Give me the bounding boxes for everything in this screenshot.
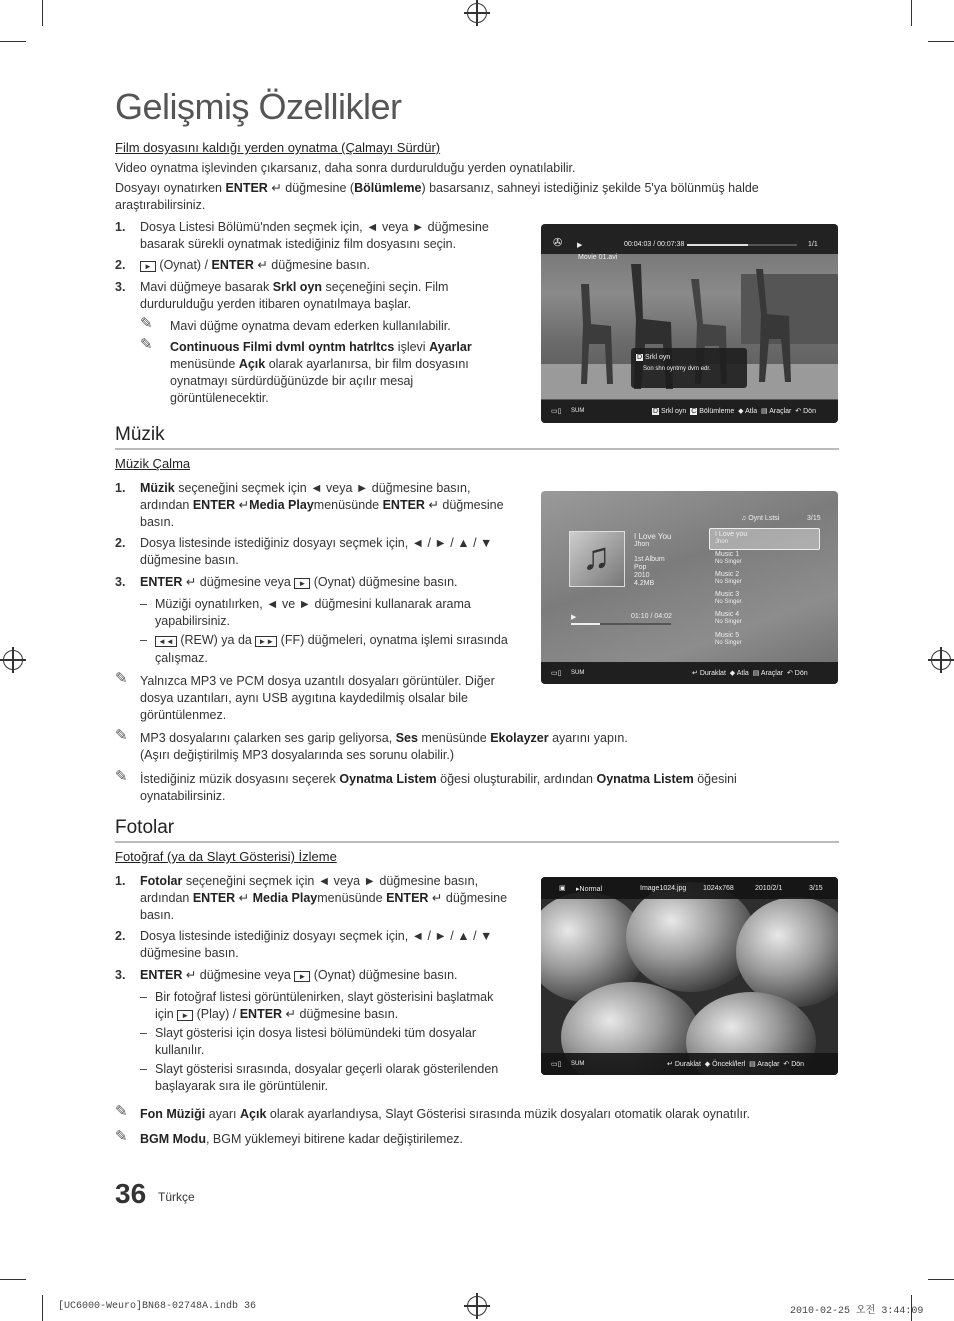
enter-icon: ↵ [182, 575, 197, 589]
dash: – [140, 597, 147, 611]
control-label: Duraklat [674, 1061, 701, 1068]
control-label: Bölümleme [699, 408, 735, 415]
photos-dash1 [155, 989, 510, 1024]
text: (Oynat) düğmesine basın. [310, 575, 458, 589]
usb-icon: ▭▯ [551, 1061, 562, 1068]
music-heading: Müzik [115, 424, 165, 445]
text: menüsünde [317, 891, 387, 905]
photo-icon: ▣ [559, 885, 566, 892]
dash: – [140, 1026, 147, 1040]
blue-button-icon: D [637, 354, 643, 361]
text: düğmesine basın. [296, 1007, 399, 1021]
play-icon: ▶ [571, 614, 577, 621]
music-step3 [140, 574, 510, 592]
enter-label: ENTER [382, 498, 425, 512]
text: işlevi [394, 340, 430, 354]
enter-label: ENTER [386, 891, 429, 905]
text: olarak ayarlandıysa, Slayt Gösterisi sırasında müzik dosyaları otomatik olarak oynatılır. [266, 1107, 750, 1121]
enter-label: ENTER [192, 891, 236, 905]
crop-mark [42, 0, 43, 26]
text: öğesini [693, 772, 737, 786]
playlist-item-title[interactable]: I Love you [715, 531, 748, 538]
progress-bar [571, 623, 671, 625]
text: Bir fotoğraf listesi görüntülenirken, slayt gösterisini başlatmak için [155, 990, 494, 1021]
song-genre: Pop [634, 564, 647, 571]
page-language: Türkçe [158, 1190, 195, 1204]
step-number: 1. [115, 874, 126, 888]
progress-bar [687, 244, 797, 246]
video-count: 1/1 [808, 241, 818, 248]
resume-step3 [140, 279, 515, 313]
return-icon: ↶ [786, 670, 793, 677]
control-label: Dön [791, 1061, 805, 1068]
play-icon: ► [140, 261, 156, 272]
text: düğmesine basın. [140, 498, 504, 529]
usb-icon: ▭▯ [551, 408, 562, 415]
enter-icon: ↵ [667, 1061, 673, 1068]
registration-mark-icon [931, 650, 951, 670]
left-right-icon: ◆ [738, 408, 744, 415]
text: Continuous Filmi dvml oyntm hatrltcs [170, 340, 395, 354]
resume-note1: Mavi düğme oynatma devam ederken kullanılabilir. [170, 319, 451, 333]
sum-label: SUM [571, 408, 585, 414]
song-album: 1st Album [634, 556, 665, 563]
text: Açık [238, 357, 266, 371]
text: (Oynat) düğmesine basın. [310, 968, 458, 982]
enter-label: ENTER [239, 1007, 283, 1021]
text: Ayarlar [429, 340, 472, 354]
section-divider [115, 841, 839, 843]
resume-popup [631, 348, 747, 388]
text: Dosyayı oynatırken [115, 181, 226, 195]
registration-mark-icon [3, 650, 23, 670]
music-note-icon: ♫ [741, 515, 747, 522]
photos-note1 [140, 1106, 840, 1123]
page-number: 36 [115, 1178, 147, 1209]
music-note1: Yalnızca MP3 ve PCM dosya uzantılı dosyaları görüntüler. Diğer dosya uzantıları, aynı USB aygıtına kaydedilmiş olsalar bile görüntülenmez. [140, 674, 495, 722]
photo-resolution: 1024x768 [703, 885, 734, 892]
apples-photo [541, 877, 838, 1075]
dash: – [140, 990, 147, 1004]
photos-dash3: Slayt gösterisi sırasında, dosyalar geçerli olarak gösterilenden başlayarak sıra ile görüntülenir. [155, 1062, 499, 1093]
playlist-item-artist: No Singer [715, 579, 742, 585]
text: (Aşırı değiştirilmiş MP3 dosyalarında ses sorunu olabilir.) [140, 748, 455, 762]
photos-subheading: Fotoğraf (ya da Slayt Gösterisi) İzleme [115, 849, 337, 864]
music-note-icon: ♫ [582, 536, 611, 578]
text: BGM Modu [140, 1132, 206, 1146]
play-icon: ► [294, 578, 310, 589]
playlist-item-artist: No Singer [715, 640, 742, 646]
control-label: Srkl oyn [661, 408, 687, 415]
footer-file-info: [UC6000-Weuro]BN68-02748A.indb 36 [58, 1301, 257, 1312]
text: (Play) / [193, 1007, 240, 1021]
playlist-item-artist: No Singer [715, 559, 742, 565]
photo-controls [667, 1060, 804, 1068]
enter-icon: ↵ [267, 181, 282, 195]
step-number: 2. [115, 929, 126, 943]
music-step2: Dosya listesinde istediğiniz dosyayı seçmek için, ◄ / ► / ▲ / ▼ düğmesine basın. [140, 536, 493, 567]
music-player-screenshot [541, 491, 838, 684]
text: düğmesine veya [196, 575, 295, 589]
control-label: Öncekl/lerl [712, 1061, 746, 1068]
control-label: Atla [736, 670, 749, 677]
tools-icon: ▤ [752, 670, 760, 677]
text: seçeneğini seçmek için ◄ veya ► düğmesine basın, ardından [140, 874, 479, 905]
step-number: 1. [115, 220, 126, 234]
section-divider [115, 448, 839, 450]
text: Media Play [249, 891, 318, 905]
album-art [569, 531, 625, 587]
popup-message: Son shn oyntmy dvm edr. [643, 366, 711, 372]
resume-heading: Film dosyasını kaldığı yerden oynatma (Çalmayı Sürdür) [115, 140, 441, 155]
return-icon: ↶ [795, 408, 802, 415]
note-pencil-icon: ✎ [115, 1128, 128, 1145]
text: Ses [395, 731, 418, 745]
enter-label: ENTER [192, 498, 236, 512]
control-label: Dön [794, 670, 808, 677]
enter-icon: ↵ [428, 891, 443, 905]
registration-mark-icon [467, 1296, 487, 1316]
video-controls [652, 407, 816, 415]
footer-timestamp: 2010-02-25 오전 3:44:09 [790, 1306, 924, 1317]
film-icon: ✇ [553, 237, 563, 249]
text: Ekolayzer [490, 731, 549, 745]
note-pencil-icon: ✎ [115, 670, 128, 687]
page-title: Gelişmiş Özellikler [115, 86, 402, 127]
crop-mark [0, 1279, 26, 1280]
music-step1 [140, 480, 510, 531]
text: Fotolar [140, 874, 183, 888]
text: düğmesine veya [196, 968, 295, 982]
text: Oynatma Listem [339, 772, 437, 786]
music-controls [692, 669, 808, 677]
playlist-header [741, 515, 779, 522]
text: MP3 dosyalarını çalarken ses garip geliyorsa, [140, 731, 396, 745]
text: Müzik [140, 481, 175, 495]
blue-button-icon: D [653, 408, 659, 415]
enter-label: ENTER [140, 968, 183, 982]
playlist-item-title[interactable]: Music 4 [715, 611, 740, 618]
text: Mavi düğmeye basarak [140, 280, 273, 294]
photo-date: 2010/2/1 [755, 885, 783, 892]
play-icon: ► [177, 1010, 193, 1021]
text: düğmesine basın. [140, 891, 508, 922]
music-dash1: Müziği oynatılırken, ◄ ve ► düğmesini kullanarak arama yapabilirsiniz. [155, 597, 471, 628]
text: Media Play [249, 498, 314, 512]
playlist-count: 3/15 [807, 515, 821, 522]
video-file: Movie 01.avi [578, 254, 618, 261]
photos-step1 [140, 873, 515, 924]
dash: – [140, 1062, 147, 1076]
song-artist: Jhon [634, 541, 650, 548]
crop-mark [0, 41, 26, 42]
playlist-item-artist: No Singer [715, 619, 742, 625]
resume-intro1: Video oynatma işlevinden çıkarsanız, daha sonra durdurulduğu yerden oynatılabilir. [115, 161, 576, 175]
photos-dash2: Slayt gösterisi için dosya listesi bölümündeki tüm dosyalar kullanılır. [155, 1026, 476, 1057]
enter-label: ENTER [225, 181, 268, 195]
fast-forward-icon: ►► [255, 636, 277, 647]
enter-icon: ↵ [182, 968, 197, 982]
enter-label: ENTER [140, 575, 183, 589]
text: seçeneğini seçmek için ◄ veya ► düğmesine basın, ardından [140, 481, 471, 512]
photo-viewer-screenshot [541, 877, 838, 1075]
text: Oynatma Listem [596, 772, 694, 786]
step-number: 3. [115, 968, 126, 982]
text: ayarı [205, 1107, 241, 1121]
enter-icon: ↵ [692, 670, 698, 677]
song-year: 2010 [634, 572, 650, 579]
text: ) basarsanız, sahneyi istediğiniz şekilde 5'ya bölünmüş halde [421, 181, 759, 195]
usb-icon: ▭▯ [551, 670, 562, 677]
video-time: 00:04:03 / 00:07:38 [624, 241, 685, 248]
enter-icon: ↵ [253, 258, 268, 272]
sum-label: SUM [571, 1061, 585, 1067]
photo-file: Image1024.jpg [640, 885, 687, 892]
song-time: 01:10 / 04:02 [631, 613, 672, 620]
control-label: Araçlar [760, 670, 784, 677]
control-label: Araçlar [769, 408, 792, 415]
text: Bölümleme [354, 181, 422, 195]
crop-mark [928, 1279, 954, 1280]
text: Fon Müziği [140, 1107, 206, 1121]
crop-mark [911, 0, 912, 26]
text: menüsünde [170, 357, 239, 371]
text: menüsünde [417, 731, 491, 745]
left-right-icon: ◆ [704, 1061, 711, 1068]
photos-step2: Dosya listesinde istediğiniz dosyayı seçmek için, ◄ / ► / ▲ / ▼ düğmesine basın. [140, 929, 493, 960]
sum-label: SUM [571, 670, 585, 676]
control-label: Araçlar [757, 1061, 780, 1068]
step-number: 3. [115, 280, 126, 294]
enter-icon: ↵ [424, 498, 439, 512]
song-size: 4.2MB [634, 580, 655, 587]
step-number: 3. [115, 575, 126, 589]
note-pencil-icon: ✎ [115, 727, 128, 744]
playlist-item-artist: Jhon [715, 539, 729, 545]
resume-step2 [140, 257, 515, 275]
crop-mark [42, 1295, 43, 1321]
return-icon: ↶ [783, 1061, 790, 1068]
text: araştırabilirsiniz. [115, 198, 206, 212]
music-dash2 [155, 632, 510, 667]
photos-note2 [140, 1131, 840, 1148]
enter-label: ENTER [211, 258, 254, 272]
playlist-item-title[interactable]: Music 1 [715, 551, 740, 558]
photos-heading: Fotolar [115, 817, 175, 838]
resume-intro2 [115, 180, 835, 214]
text: öğesi oluşturabilir, ardından [436, 772, 597, 786]
video-player-screenshot [541, 224, 838, 423]
text: ayarını yapın. [548, 731, 628, 745]
text: menüsünde [313, 498, 383, 512]
text: , BGM yüklemeyi bitirene kadar değiştirilemez. [205, 1132, 464, 1146]
playlist-item-title[interactable]: Music 3 [715, 591, 740, 598]
text: oynatabilirsiniz. [140, 789, 226, 803]
text: Srkl oyn [272, 280, 323, 294]
enter-icon: ↵ [282, 1007, 297, 1021]
green-button-icon: C [691, 408, 697, 415]
resume-note2 [170, 339, 515, 407]
step-number: 2. [115, 258, 126, 272]
photos-step3 [140, 967, 515, 985]
rewind-icon: ◄◄ [155, 636, 177, 647]
enter-icon: ↵ [235, 498, 250, 512]
music-subheading: Müzik Çalma [115, 456, 191, 471]
play-icon: ▶ [577, 242, 583, 249]
playlist-item-artist: No Singer [715, 599, 742, 605]
text: düğmesine basın. [267, 258, 370, 272]
resume-step1: Dosya Listesi Bölümü'nden seçmek için, ◄ veya ► düğmesine basarak sürekli oynatmak istediğiniz film dosyasını seçin. [140, 220, 489, 251]
note-pencil-icon: ✎ [115, 1103, 128, 1120]
text: olarak ayarlanırsa, bir film dosyasını oynatmayı sürdürdüğünüzde bir açılır mesaj görüntülenecektir. [170, 357, 469, 405]
enter-icon: ↵ [235, 891, 250, 905]
dash: – [140, 633, 147, 647]
tools-icon: ▤ [749, 1061, 756, 1068]
music-note3 [140, 771, 840, 805]
playlist-item-title[interactable]: Music 2 [715, 571, 740, 578]
photo-count: 3/15 [809, 885, 823, 892]
note-pencil-icon: ✎ [115, 768, 128, 785]
note-pencil-icon: ✎ [140, 336, 153, 353]
tools-icon: ▤ [761, 408, 768, 415]
popup-title: Srkl oyn [645, 354, 671, 361]
playlist-header-label: Oynt Lstsi [748, 515, 780, 522]
play-icon: ► [294, 971, 310, 982]
text: (REW) ya da [176, 633, 256, 647]
text: (Oynat) / [159, 258, 212, 272]
song-title: I Love You [634, 532, 672, 541]
left-right-icon: ◆ [729, 670, 736, 677]
text: seçeneğini seçin. Film durdurulduğu yerden itibaren oynatılmaya başlar. [140, 280, 449, 311]
music-note2 [140, 730, 840, 764]
crop-mark [928, 41, 954, 42]
note-pencil-icon: ✎ [140, 315, 153, 332]
photo-mode-label: Normal [579, 886, 603, 893]
text: Açık [240, 1107, 267, 1121]
playlist-item-title[interactable]: Music 5 [715, 632, 740, 639]
text: İstediğiniz müzik dosyasını seçerek [140, 772, 340, 786]
control-label: Duraklat [699, 670, 726, 677]
control-label: Dön [803, 408, 816, 415]
registration-mark-icon [467, 3, 487, 23]
text: düğmesine ( [281, 181, 355, 195]
photo-mode: ▸Normal [576, 886, 603, 893]
step-number: 1. [115, 481, 126, 495]
step-number: 2. [115, 536, 126, 550]
control-label: Atla [745, 408, 758, 415]
text: (FF) düğmeleri, oynatma işlemi sırasında çalışmaz. [155, 633, 508, 665]
